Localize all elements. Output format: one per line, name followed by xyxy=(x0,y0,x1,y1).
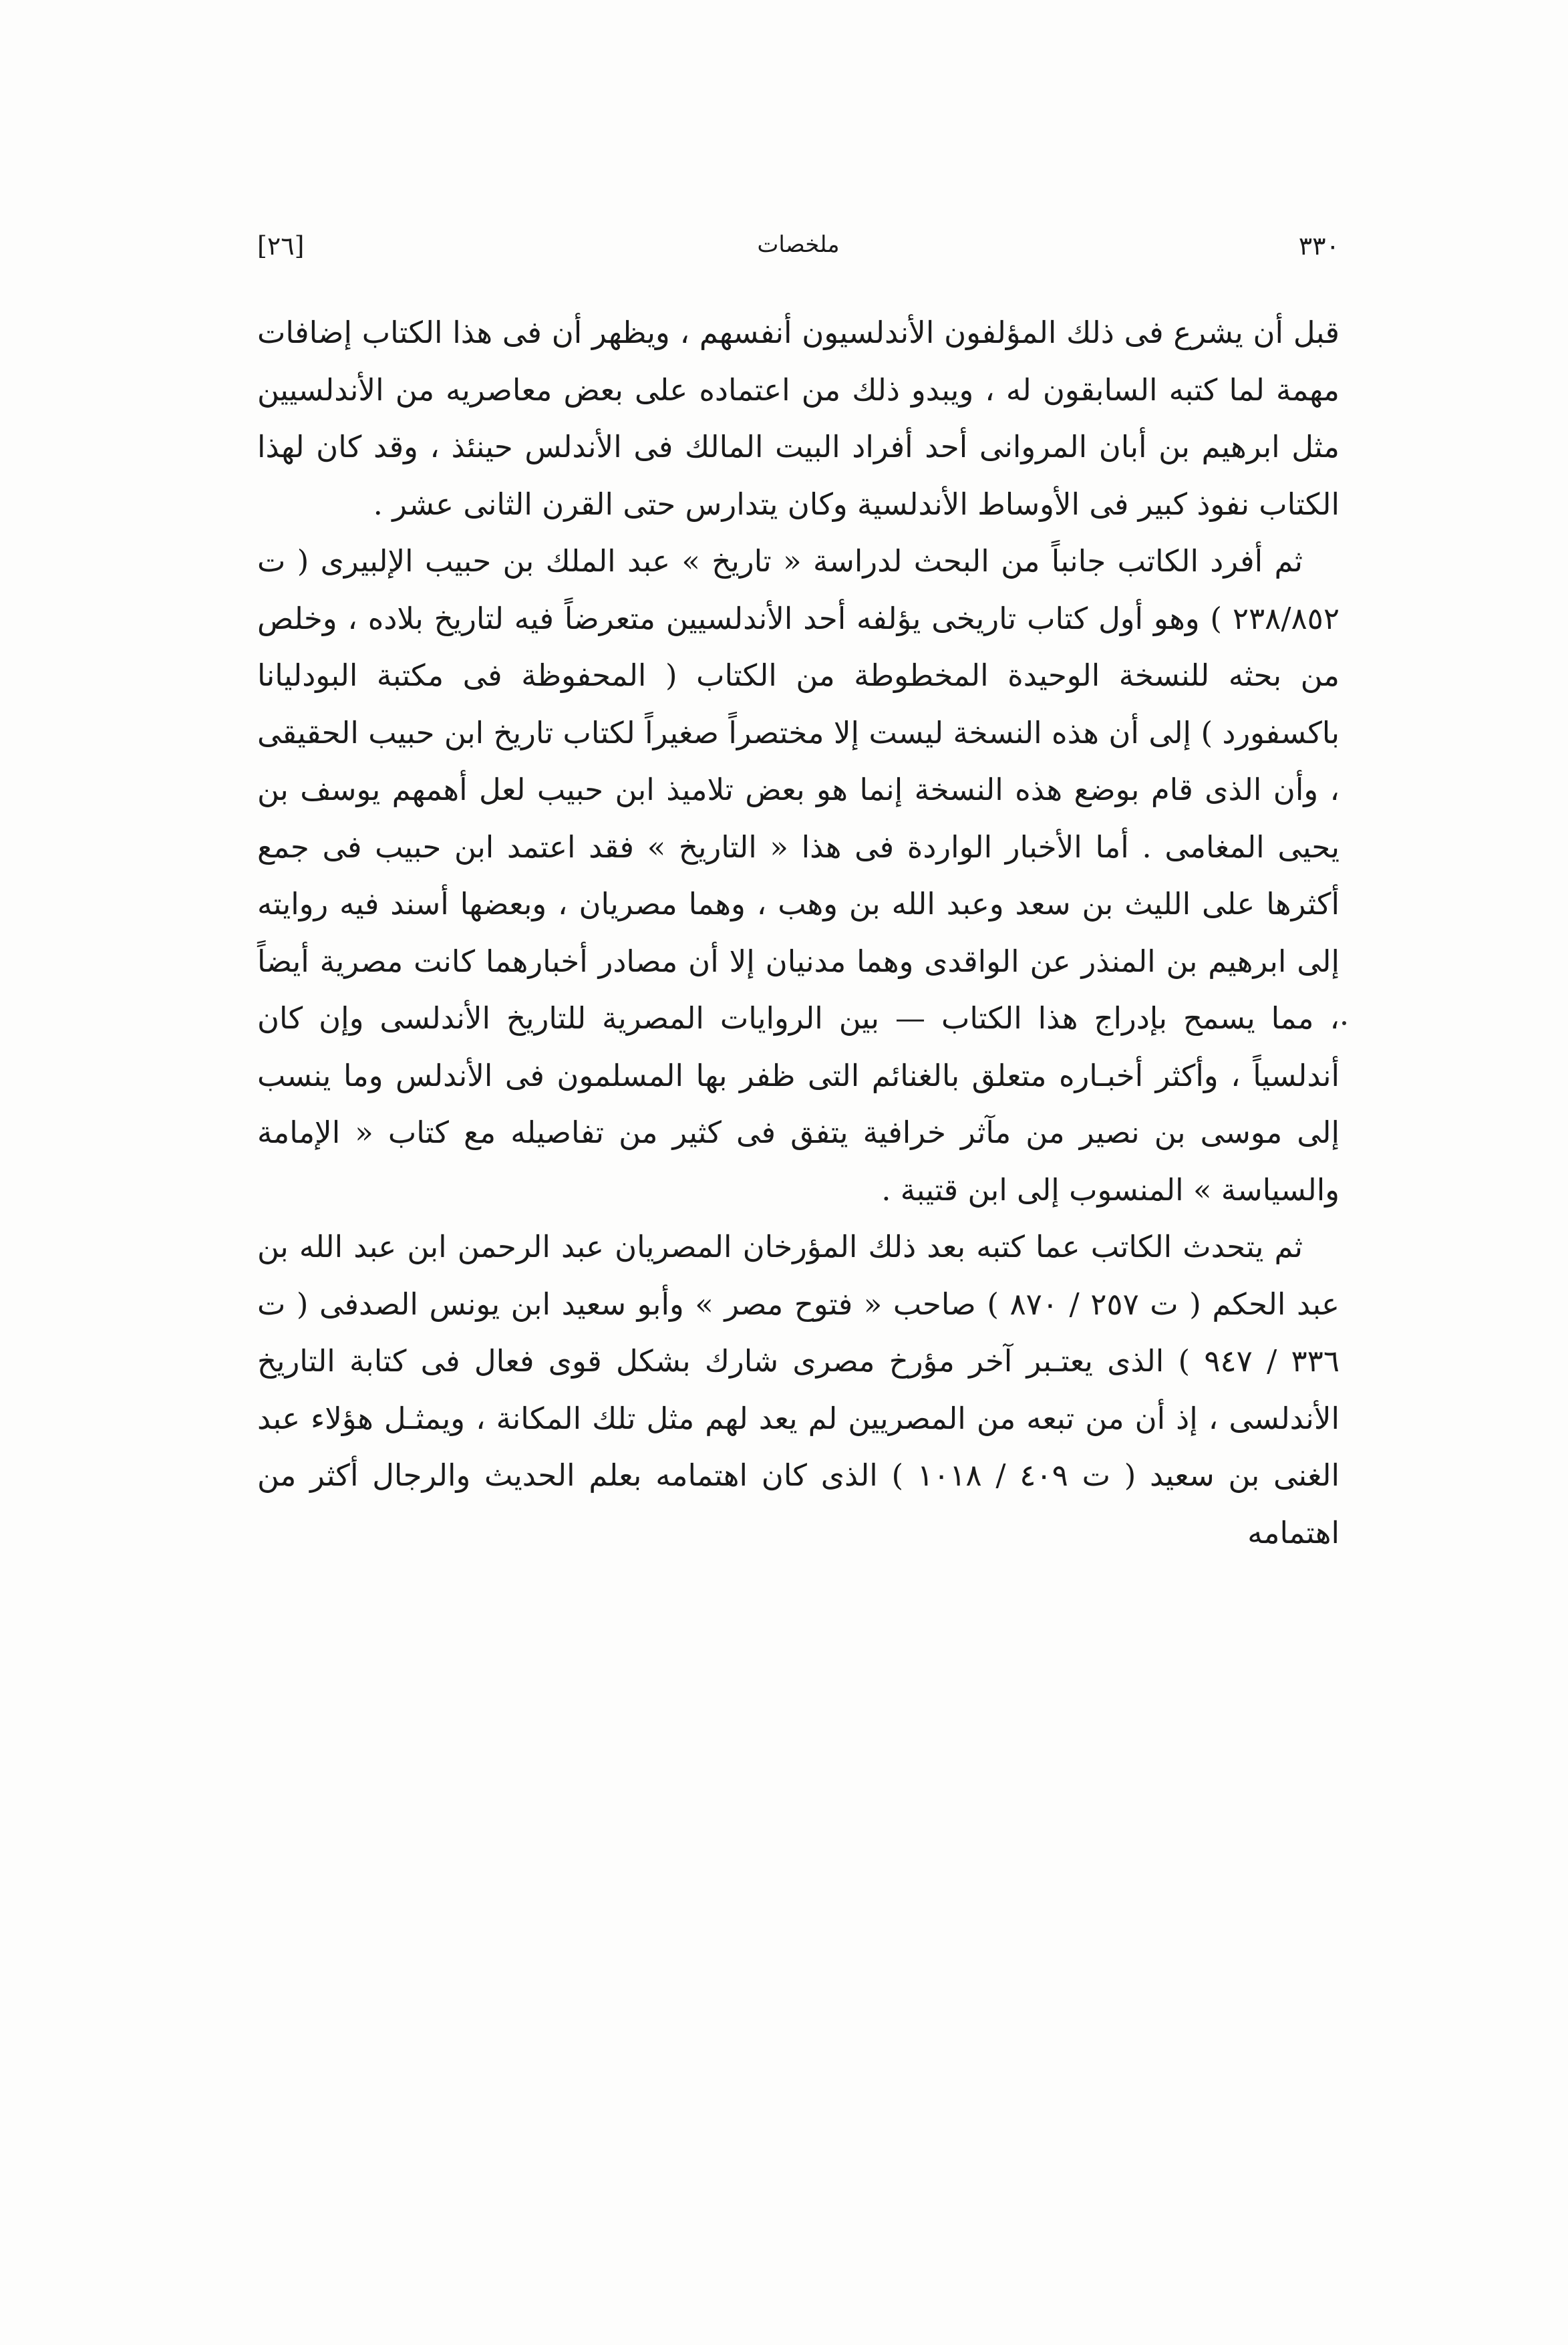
body-text xyxy=(257,304,1340,1561)
margin-mark xyxy=(1342,1021,1346,1025)
paragraph: ثم أفرد الكاتب جانباً من البحث لدراسة « تاريخ » عبد الملك بن حبيب الإلبيرى ( ت ٢٣٨/٨٥٢ ) وهو أول كتاب تاريخى يؤلفه أحد الأندلسيين متعرضاً فيه لتاريخ بلاده ، وخلص من بحثه للنسخة الوحيدة المخطوطة من الكتاب ( المحفوظة فى مكتبة البودليانا باكسفورد ) إلى أن هذه النسخة ليست إلا مختصراً صغيراً لكتاب تاريخ ابن حبيب الحقيقى ، وأن الذى قام بوضع هذه النسخة إنما هو بعض تلاميذ ابن حبيب لعل أهمهم يوسف بن يحيى المغامى . أما الأخبار الواردة فى هذا « التاريخ » فقد اعتمد ابن حبيب فى جمع أكثرها على الليث بن سعد وعبد الله بن وهب ، وهما مصريان ، وبعضها أسند فيه روايته إلى ابرهيم بن المنذر عن الواقدى وهما مدنيان إلا أن مصادر أخبارهما كانت مصرية أيضاً ، مما يسمح بإدراج هذا الكتاب — بين الروايات المصرية للتاريخ الأندلسى وإن كان أندلسياً ، وأكثر أخبـاره متعلق بالغنائم التى ظفر بها المسلمون فى الأندلس وما ينسب إلى موسى بن نصير من مآثر خرافية يتفق فى كثير من تفاصيله مع كتاب « الإمامة والسياسة » المنسوب إلى ابن قتيبة . xyxy=(257,543,1340,1208)
paragraph: قبل أن يشرع فى ذلك المؤلفون الأندلسيون أنفسهم ، ويظهر أن فى هذا الكتاب إضافات مهمة لما كتبه السابقون له ، ويبدو ذلك من اعتماده على بعض معاصريه من الأندلسيين مثل ابرهيم بن أبان المروانى أحد أفراد البيت المالك فى الأندلس حينئذ ، وقد كان لهذا الكتاب نفوذ كبير فى الأوساط الأندلسية وكان يتدارس حتى القرن الثانى عشر . xyxy=(257,315,1340,522)
running-title: ملخصات xyxy=(757,231,840,258)
page-number: ٣٣٠ xyxy=(1298,231,1340,261)
paragraph: ثم يتحدث الكاتب عما كتبه بعد ذلك المؤرخان المصريان عبد الرحمن ابن عبد الله بن عبد الحكم ( ت ٢٥٧ / ٨٧٠ ) صاحب « فتوح مصر » وأبو سعيد ابن يونس الصدفى ( ت ٣٣٦ / ٩٤٧ ) الذى يعتـبر آخر مؤرخ مصرى شارك بشكل قوى فعال فى كتابة التاريخ الأندلسى ، إذ أن من تبعه من المصريين لم يعد لهم مثل تلك المكانة ، ويمثـل هؤلاء عبد الغنى بن سعيد ( ت ٤٠٩ / ١٠١٨ ) الذى كان اهتمامه بعلم الحديث والرجال أكثر من اهتمامه xyxy=(257,1229,1340,1550)
section-reference: [٢٦] xyxy=(257,231,305,261)
page-header xyxy=(257,227,1340,281)
